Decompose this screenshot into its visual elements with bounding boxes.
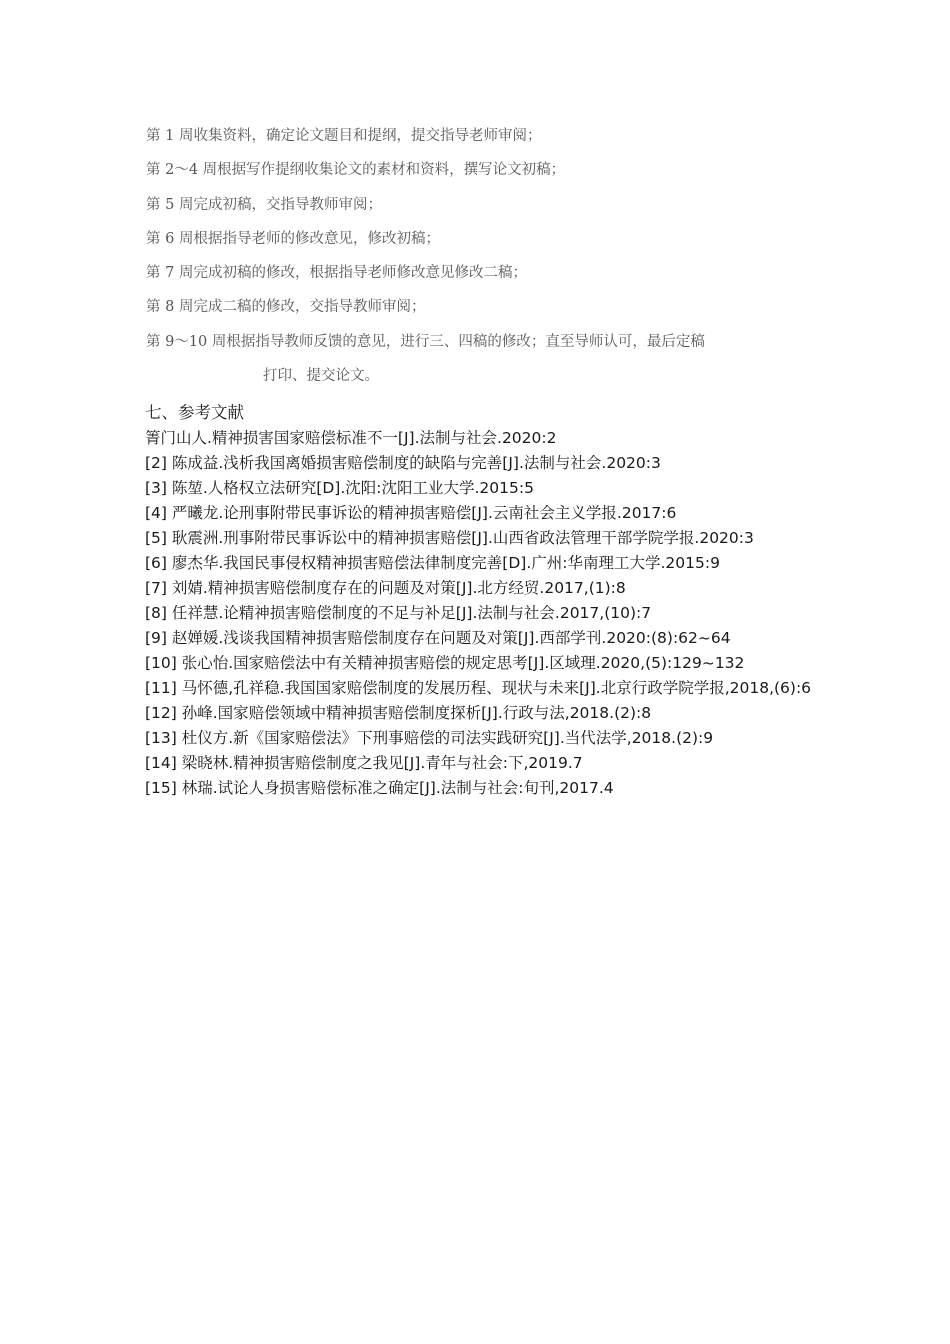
schedule-section bbox=[146, 124, 836, 398]
reference-item: [4] 严曦龙.论刑事附带民事诉讼的精神损害赔偿[J].云南社会主义学报.2017:6 bbox=[145, 504, 677, 522]
schedule-line-week2-4: 第 2～4 周根据写作提纲收集论文的素材和资料，撰写论文初稿； bbox=[146, 162, 566, 179]
reference-item: [2] 陈成益.浅析我国离婚损害赔偿制度的缺陷与完善[J].法制与社会.2020:3 bbox=[145, 454, 661, 472]
reference-item: [7] 刘婧.精神损害赔偿制度存在的问题及对策[J].北方经贸.2017,(1):8 bbox=[145, 579, 626, 597]
reference-item: [15] 林瑞.试论人身损害赔偿标准之确定[J].法制与社会:旬刊,2017.4 bbox=[145, 779, 614, 797]
reference-item: [10] 张心怡.国家赔偿法中有关精神损害赔偿的规定思考[J].区域理.2020,(5):129~132 bbox=[145, 654, 745, 672]
schedule-line-week5: 第 5 周完成初稿，交指导教师审阅； bbox=[146, 196, 382, 213]
schedule-line-week9-10: 第 9～10 周根据指导教师反馈的意见，进行三、四稿的修改；直至导师认可，最后定稿 bbox=[146, 333, 705, 350]
references-heading: 七、参考文献 bbox=[145, 403, 244, 422]
references-section bbox=[145, 400, 817, 801]
reference-item: [8] 任祥慧.论精神损害赔偿制度的不足与补足[J].法制与社会.2017,(10):7 bbox=[145, 604, 652, 622]
reference-item: [9] 赵婵媛.浅谈我国精神损害赔偿制度存在问题及对策[J].西部学刊.2020:(8):62~64 bbox=[145, 629, 731, 647]
reference-item: [5] 耿震洲.刑事附带民事诉讼中的精神损害赔偿[J].山西省政法管理干部学院学报.2020:3 bbox=[145, 529, 754, 547]
reference-item: [13] 杜仪方.新《国家赔偿法》下刑事赔偿的司法实践研究[J].当代法学,2018.(2):9 bbox=[145, 729, 714, 747]
reference-item: [14] 梁晓林.精神损害赔偿制度之我见[J].青年与社会:下,2019.7 bbox=[145, 754, 583, 772]
schedule-line-week6: 第 6 周根据指导老师的修改意见，修改初稿； bbox=[146, 230, 440, 247]
reference-item: [12] 孙峰.国家赔偿领域中精神损害赔偿制度探析[J].行政与法,2018.(2):8 bbox=[145, 704, 652, 722]
reference-item: [11] 马怀德,孔祥稳.我国国家赔偿制度的发展历程、现状与未来[J].北京行政学院学报,2018,(6):6 bbox=[145, 679, 812, 697]
schedule-line-week8: 第 8 周完成二稿的修改，交指导教师审阅； bbox=[146, 299, 426, 316]
reference-item: [6] 廖杰华.我国民事侵权精神损害赔偿法律制度完善[D].广州:华南理工大学.2015:9 bbox=[145, 554, 720, 572]
schedule-line-continuation: 打印、提交论文。 bbox=[263, 368, 379, 385]
schedule-line-week7: 第 7 周完成初稿的修改，根据指导老师修改意见修改二稿； bbox=[146, 265, 527, 282]
reference-item: 箐门山人.精神损害国家赔偿标准不一[J].法制与社会.2020:2 bbox=[145, 429, 557, 447]
reference-item: [3] 陈堃.人格权立法研究[D].沈阳:沈阳工业大学.2015:5 bbox=[145, 479, 534, 497]
schedule-line-week1: 第 1 周收集资料，确定论文题目和提纲，提交指导老师审阅； bbox=[146, 128, 542, 144]
